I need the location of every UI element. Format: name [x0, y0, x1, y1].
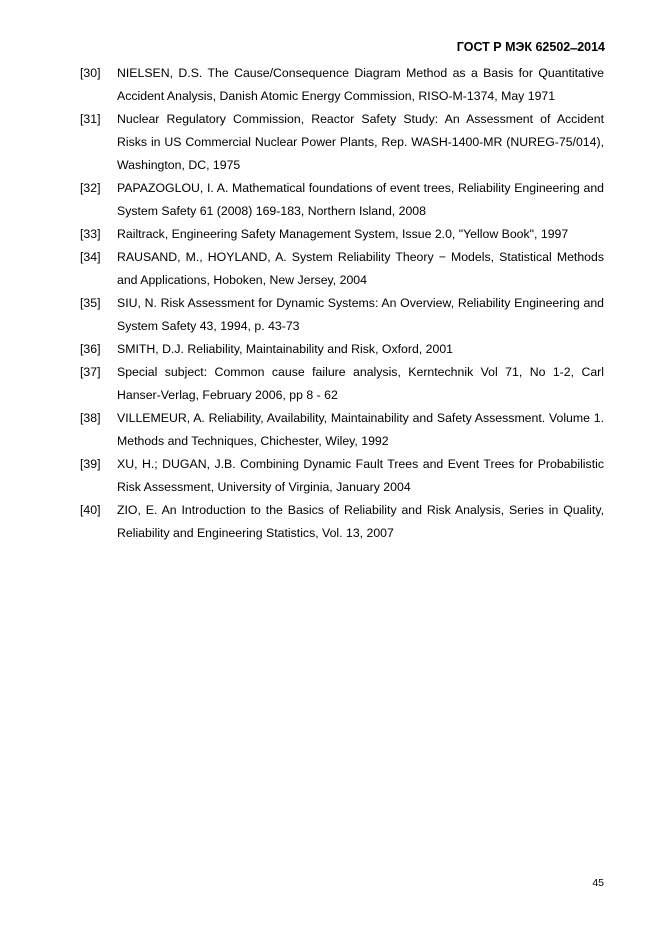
- reference-number: [39]: [80, 457, 101, 471]
- reference-number: [40]: [80, 503, 101, 517]
- reference-number: [32]: [80, 181, 101, 195]
- reference-number: [30]: [80, 66, 101, 80]
- reference-item: [80, 361, 604, 407]
- reference-number: [36]: [80, 342, 101, 356]
- reference-text: SIU, N. Risk Assessment for Dynamic Systems: An Overview, Reliability Engineering and System Safety 43, 1994, p. 43-73: [117, 296, 604, 333]
- reference-number: [31]: [80, 112, 101, 126]
- reference-text: RAUSAND, M., HOYLAND, A. System Reliability Theory − Models, Statistical Methods and Applications, Hoboken, New Jersey, 2004: [117, 250, 604, 287]
- reference-item: [80, 338, 604, 361]
- reference-text: XU, H.; DUGAN, J.B. Combining Dynamic Fault Trees and Event Trees for Probabilistic Risk Assessment, University of Virginia, January 2004: [117, 457, 604, 494]
- reference-number: [34]: [80, 250, 101, 264]
- page-header: ГОСТ Р МЭК 62502 ̶ 2014: [456, 40, 605, 54]
- reference-item: [80, 62, 604, 108]
- reference-item: [80, 108, 604, 177]
- reference-text: PAPAZOGLOU, I. A. Mathematical foundations of event trees, Reliability Engineering and System Safety 61 (2008) 169-183, Northern Island, 2008: [117, 181, 604, 218]
- reference-text: NIELSEN, D.S. The Cause/Consequence Diagram Method as a Basis for Quantitative Accident Analysis, Danish Atomic Energy Commission, RISO-M-1374, May 1971: [117, 66, 604, 103]
- reference-number: [35]: [80, 296, 101, 310]
- page-number: 45: [592, 877, 604, 889]
- reference-text: Railtrack, Engineering Safety Management System, Issue 2.0, "Yellow Book", 1997: [117, 227, 569, 241]
- reference-item: [80, 177, 604, 223]
- reference-text: Special subject: Common cause failure analysis, Kerntechnik Vol 71, No 1-2, Carl Hanser-Verlag, February 2006, pp 8 - 62: [117, 365, 604, 402]
- reference-text: ZIO, E. An Introduction to the Basics of Reliability and Risk Analysis, Series in Quality, Reliability and Engineering Statistics, Vol. 13, 2007: [117, 503, 604, 540]
- reference-item: [80, 499, 604, 545]
- reference-number: [33]: [80, 227, 101, 241]
- reference-text: SMITH, D.J. Reliability, Maintainability and Risk, Oxford, 2001: [117, 342, 454, 356]
- reference-list: [80, 62, 604, 545]
- reference-item: [80, 223, 604, 246]
- reference-item: [80, 246, 604, 292]
- reference-item: [80, 292, 604, 338]
- reference-item: [80, 453, 604, 499]
- reference-text: Nuclear Regulatory Commission, Reactor Safety Study: An Assessment of Accident Risks in US Commercial Nuclear Power Plants, Rep. WASH-1400-MR (NUREG-75/014), Washington, DC, 1975: [117, 112, 604, 172]
- reference-number: [38]: [80, 411, 101, 425]
- reference-text: VILLEMEUR, A. Reliability, Availability, Maintainability and Safety Assessment. Volume 1. Methods and Techniques, Chichester, Wiley, 1992: [117, 411, 604, 448]
- reference-number: [37]: [80, 365, 101, 379]
- reference-item: [80, 407, 604, 453]
